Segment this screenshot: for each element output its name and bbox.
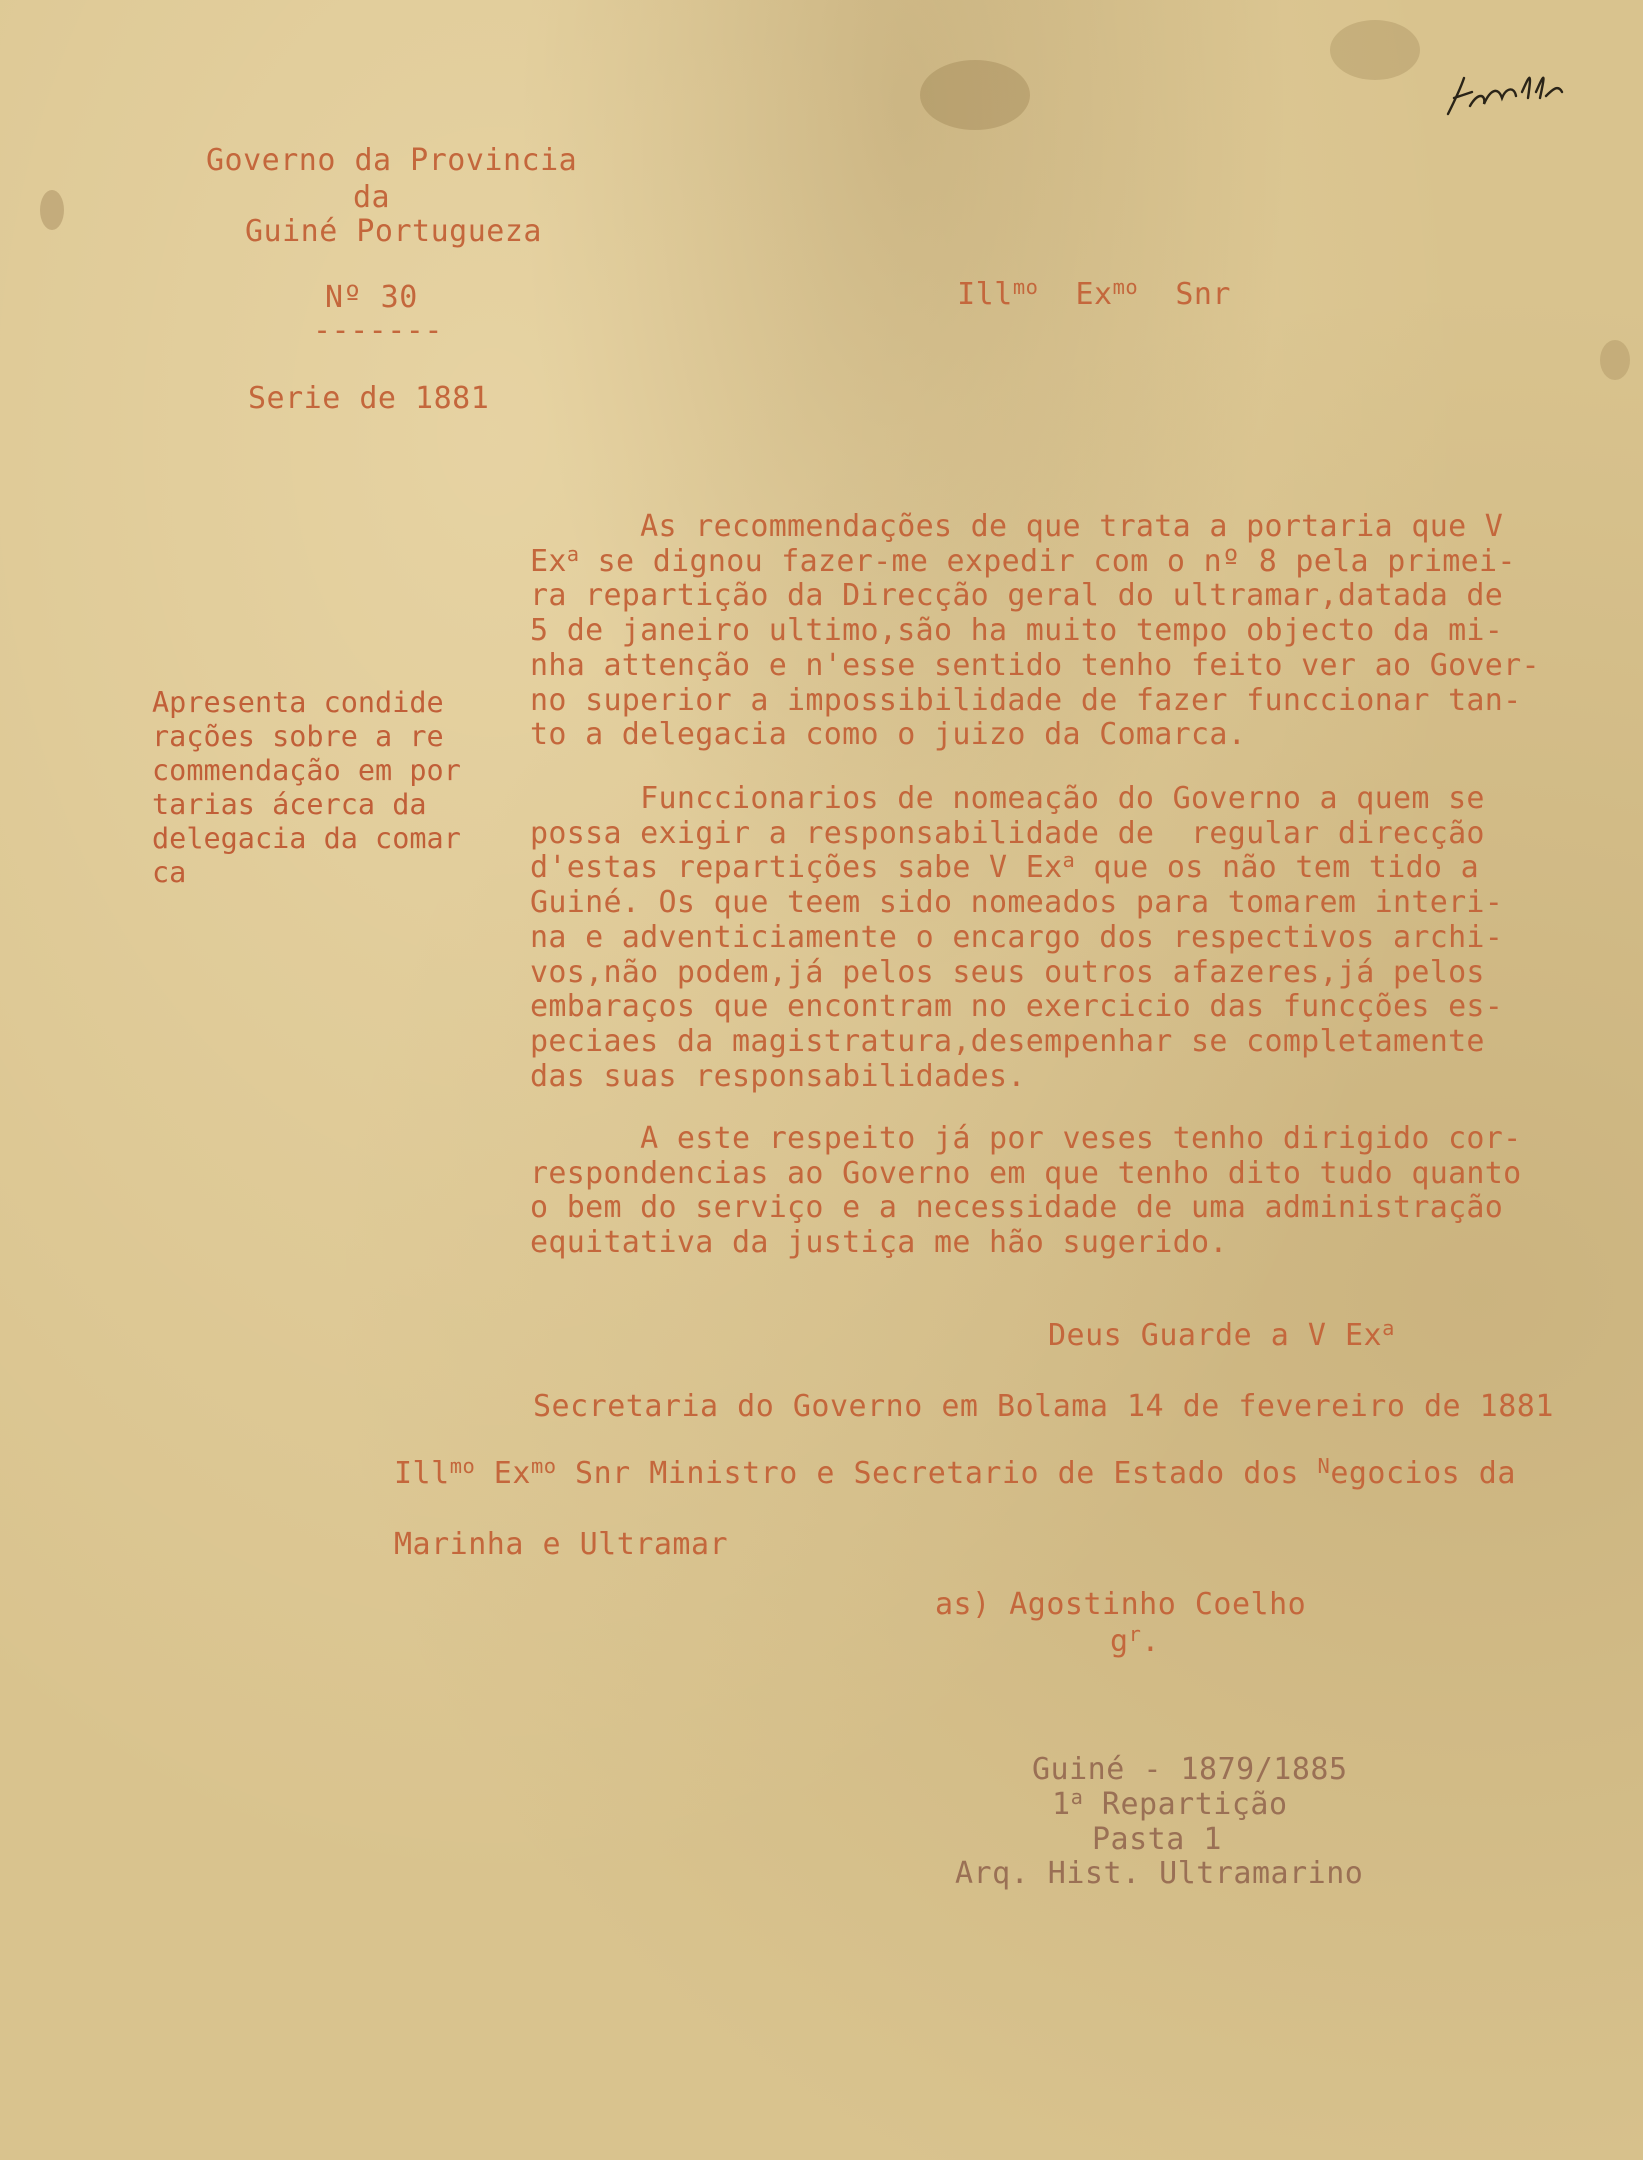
p1-line-1: As recommendações de que trata a portaria que V <box>530 509 1504 544</box>
salutation-ill: Ill <box>957 277 1013 312</box>
header-line-3: Guiné Portugueza <box>245 214 542 249</box>
paper-stain <box>1600 340 1630 380</box>
p2-line-2: possa exigir a responsabilidade de regular direcção <box>530 815 1485 851</box>
addr-title: Snr Ministro e Secretario de Estado dos <box>556 1456 1318 1491</box>
archive-line-1: Guiné - 1879/1885 <box>1032 1752 1348 1787</box>
deus-guarde-sup: a <box>1382 1315 1395 1340</box>
archive-line-2 <box>1052 1784 1288 1822</box>
salutation-ex-sup: mo <box>1112 274 1139 299</box>
deus-guarde-text: Deus Guarde a V Ex <box>1048 1318 1383 1353</box>
paragraph-3: A este respeito já por veses tenho dirigido cor- respondencias ao Governo em que tenho dito tudo quanto o bem do serviço e a necessidade de uma administração equitativa da justiça me hão sugerido. <box>530 1121 1522 1261</box>
salutation <box>920 242 1231 312</box>
margin-summary-note: Apresenta condide rações sobre a re commendação em por tarias ácerca da delegacia da comar ca <box>152 686 461 889</box>
addressee-line-1 <box>394 1453 1516 1491</box>
closing-deus-guarde <box>1048 1315 1395 1353</box>
series-label: Serie de 1881 <box>248 381 490 416</box>
archive-reparticao: Repartição <box>1083 1787 1288 1822</box>
salutation-snr: Snr <box>1175 277 1231 312</box>
p2-rest: Guiné. Os que teem sido nomeados para tomarem interi- na e adventiciamente o encargo dos respectivos archi- vos,não podem,já pelos seus outros afazeres,já pelos embaraços que encontram no exercicio das funcções es- peciaes da magistratura,desempenhar se completamente das suas responsabilidades. <box>530 885 1504 1094</box>
signature-gr <box>1110 1621 1160 1659</box>
gr-dot: . <box>1141 1624 1160 1659</box>
handwritten-initials <box>1440 62 1570 122</box>
number-underline: ------- <box>313 313 443 348</box>
archive-line-4: Arq. Hist. Ultramarino <box>955 1856 1364 1891</box>
gr-text: g <box>1110 1624 1129 1659</box>
signature-line: as) Agostinho Coelho <box>935 1587 1307 1622</box>
p2-line-3-start: d'estas repartições sabe V Ex <box>530 850 1063 886</box>
addr-ex-sup: mo <box>530 1453 557 1478</box>
place-and-date: Secretaria do Governo em Bolama 14 de fevereiro de 1881 <box>533 1389 1554 1424</box>
archive-a-sup: a <box>1070 1784 1084 1809</box>
addr-n-sup: N <box>1317 1453 1331 1478</box>
header-line-2: da <box>353 180 391 215</box>
p1-line-2-sup: a <box>566 541 580 566</box>
paragraph-2 <box>530 782 1503 1094</box>
addr-ill-sup: mo <box>449 1453 476 1478</box>
gr-sup: r <box>1128 1621 1142 1646</box>
p2-line-3-sup: a <box>1062 848 1076 873</box>
addressee-line-2: Marinha e Ultramar <box>394 1527 729 1562</box>
paragraph-1 <box>530 510 1540 753</box>
paper-stain <box>40 190 64 230</box>
archive-line-3: Pasta 1 <box>1092 1822 1222 1857</box>
paper-stain <box>1330 20 1420 80</box>
salutation-ill-sup: mo <box>1012 274 1039 299</box>
addr-negocios: egocios da <box>1330 1456 1516 1491</box>
paper-stain <box>920 60 1030 130</box>
header-line-1: Governo da Provincia <box>206 143 578 178</box>
p1-line-2-start: Ex <box>530 543 567 579</box>
addr-ex: Ex <box>475 1456 531 1491</box>
salutation-ex: Ex <box>1075 277 1113 312</box>
p2-line-1: Funccionarios de nomeação do Governo a quem se <box>530 781 1485 816</box>
p1-line-2-end: se dignou fazer-me expedir com o nº 8 pela primei- <box>579 543 1516 579</box>
addr-ill: Ill <box>394 1456 450 1491</box>
document-number: Nº 30 <box>325 280 418 315</box>
archive-1: 1 <box>1052 1787 1071 1822</box>
p2-line-3-end: que os não tem tido a <box>1075 850 1480 886</box>
p1-rest: ra repartição da Direcção geral do ultramar,datada de 5 de janeiro ultimo,são ha muito tempo objecto da mi- nha attenção e n'esse sentido tenho feito ver ao Gover- no superior a impossibilidade de fazer funccionar tan- to a delegacia como o juizo da Comarca. <box>530 578 1540 753</box>
